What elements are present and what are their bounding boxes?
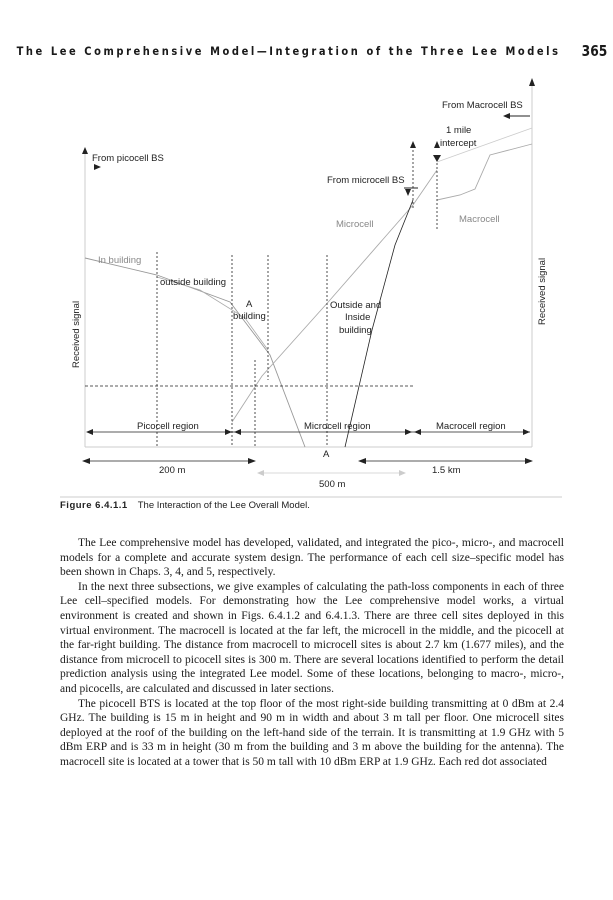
figure-caption: [60, 500, 560, 511]
label-a-building-1: A: [246, 299, 253, 310]
label-microcell: Microcell: [336, 219, 374, 230]
label-outside-inside-1: Outside and: [330, 300, 382, 311]
label-from-macrocell: From Macrocell BS: [442, 100, 523, 111]
macrocell-region-left-head: [414, 429, 421, 435]
label-dist-500m: 500 m: [319, 479, 346, 490]
label-macrocell: Macrocell: [459, 214, 500, 225]
dist-200m-left-head: [82, 458, 90, 464]
label-in-building: In building: [98, 255, 142, 266]
label-dist-200m: 200 m: [159, 465, 186, 476]
dist-1-5km-right-head: [525, 458, 533, 464]
label-mile-intercept-2: intercept: [440, 138, 477, 149]
macrocell-region-right-head: [523, 429, 530, 435]
dist-1-5km-left-head: [358, 458, 366, 464]
label-dist-1-5km: 1.5 km: [432, 465, 461, 476]
figure-lee-model-interaction: [0, 70, 613, 500]
right-axis-arrowhead: [529, 78, 535, 86]
microcell-axis-arrowhead: [410, 141, 416, 148]
label-a-building-2: building: [233, 311, 266, 322]
label-picocell-region: Picocell region: [137, 421, 199, 432]
left-axis-arrowhead: [82, 147, 88, 154]
label-point-a: A: [323, 449, 330, 460]
label-microcell-region: Microcell region: [304, 421, 371, 432]
label-mile-intercept-1: 1 mile: [446, 125, 472, 136]
microcell-region-right-head: [405, 429, 412, 435]
running-header: [0, 44, 613, 66]
running-title: The Lee Comprehensive Model—Integration of the Three Lee Models: [16, 44, 561, 58]
paragraph: The picocell BTS is located at the top floor of the most right-side building transmitting at 0 dBm at 2.4 GHz. The building is 15 m in height and 90 m in width and about 3 m tall per floor. One microcell sites deployed at the roof of the building on the left-hand side of the terrain. It is transmitting at 1.9 GHz with 5 dBm ERP and is 33 m in height (30 m from the building and 3 m above the building for the antenna). The macrocell site is located at a tower that is 50 m tall with 10 dBm ERP at 1.9 GHz. Each red dot associated: [60, 697, 564, 768]
dist-500m-right-head: [399, 470, 406, 476]
paragraph: The Lee comprehensive model has developed, validated, and integrated the pico-, micro-, and macrocell models for a complete and accurate system design. The performance of each cell size–specific model has been shown in Chaps. 3, 4, and 5, respectively.: [60, 537, 564, 579]
label-received-signal-right: Received signal: [537, 257, 548, 325]
caption-text: The Interaction of the Lee Overall Model.: [137, 500, 310, 511]
microcell-falloff-curve: [345, 200, 413, 447]
body-text: [60, 536, 564, 770]
picocell-region-right-head: [225, 429, 232, 435]
label-outside-inside-2: Inside: [345, 312, 371, 323]
microcell-region-left-head: [234, 429, 241, 435]
label-outside-building: outside building: [160, 277, 227, 288]
from-microcell-pointer-head: [405, 189, 411, 196]
macrocell-signal-curve: [437, 144, 532, 200]
label-from-microcell: From microcell BS: [327, 175, 405, 186]
label-received-signal-left: Received signal: [71, 300, 82, 368]
picocell-region-left-head: [86, 429, 93, 435]
page-number: 365: [581, 42, 607, 60]
from-picocell-pointer-head: [94, 164, 101, 170]
label-macrocell-region: Macrocell region: [436, 421, 506, 432]
paragraph: In the next three subsections, we give examples of calculating the path-loss components in each of three Lee cell–specified models. For demonstrating how the Lee comprehensive model works, a virtual environment is created and shown in Figs. 6.4.1.2 and 6.4.1.3. There are three cell sites deployed in this virtual environment. The macrocell is located at the far left, the microcell in the middle, and the picocell at the far-right building. The distance from macrocell to microcell sites is about 2.7 km (1.677 miles), and the distance from microcell to picocell sites is 300 m. There are several locations identified to perform the detail prediction analysis using the integrated Lee model. Some of these locations, belonging to macro-, micro-, and picocells, are calculated and discussed in later sections.: [60, 580, 564, 695]
caption-label: Figure 6.4.1.1: [60, 500, 128, 511]
label-from-picocell: From picocell BS: [92, 153, 164, 164]
from-macrocell-pointer-head: [503, 113, 510, 119]
dist-500m-left-head: [257, 470, 264, 476]
microcell-signal-curve: [232, 170, 437, 422]
label-outside-inside-3: building: [339, 325, 372, 336]
dist-200m-right-head: [248, 458, 256, 464]
